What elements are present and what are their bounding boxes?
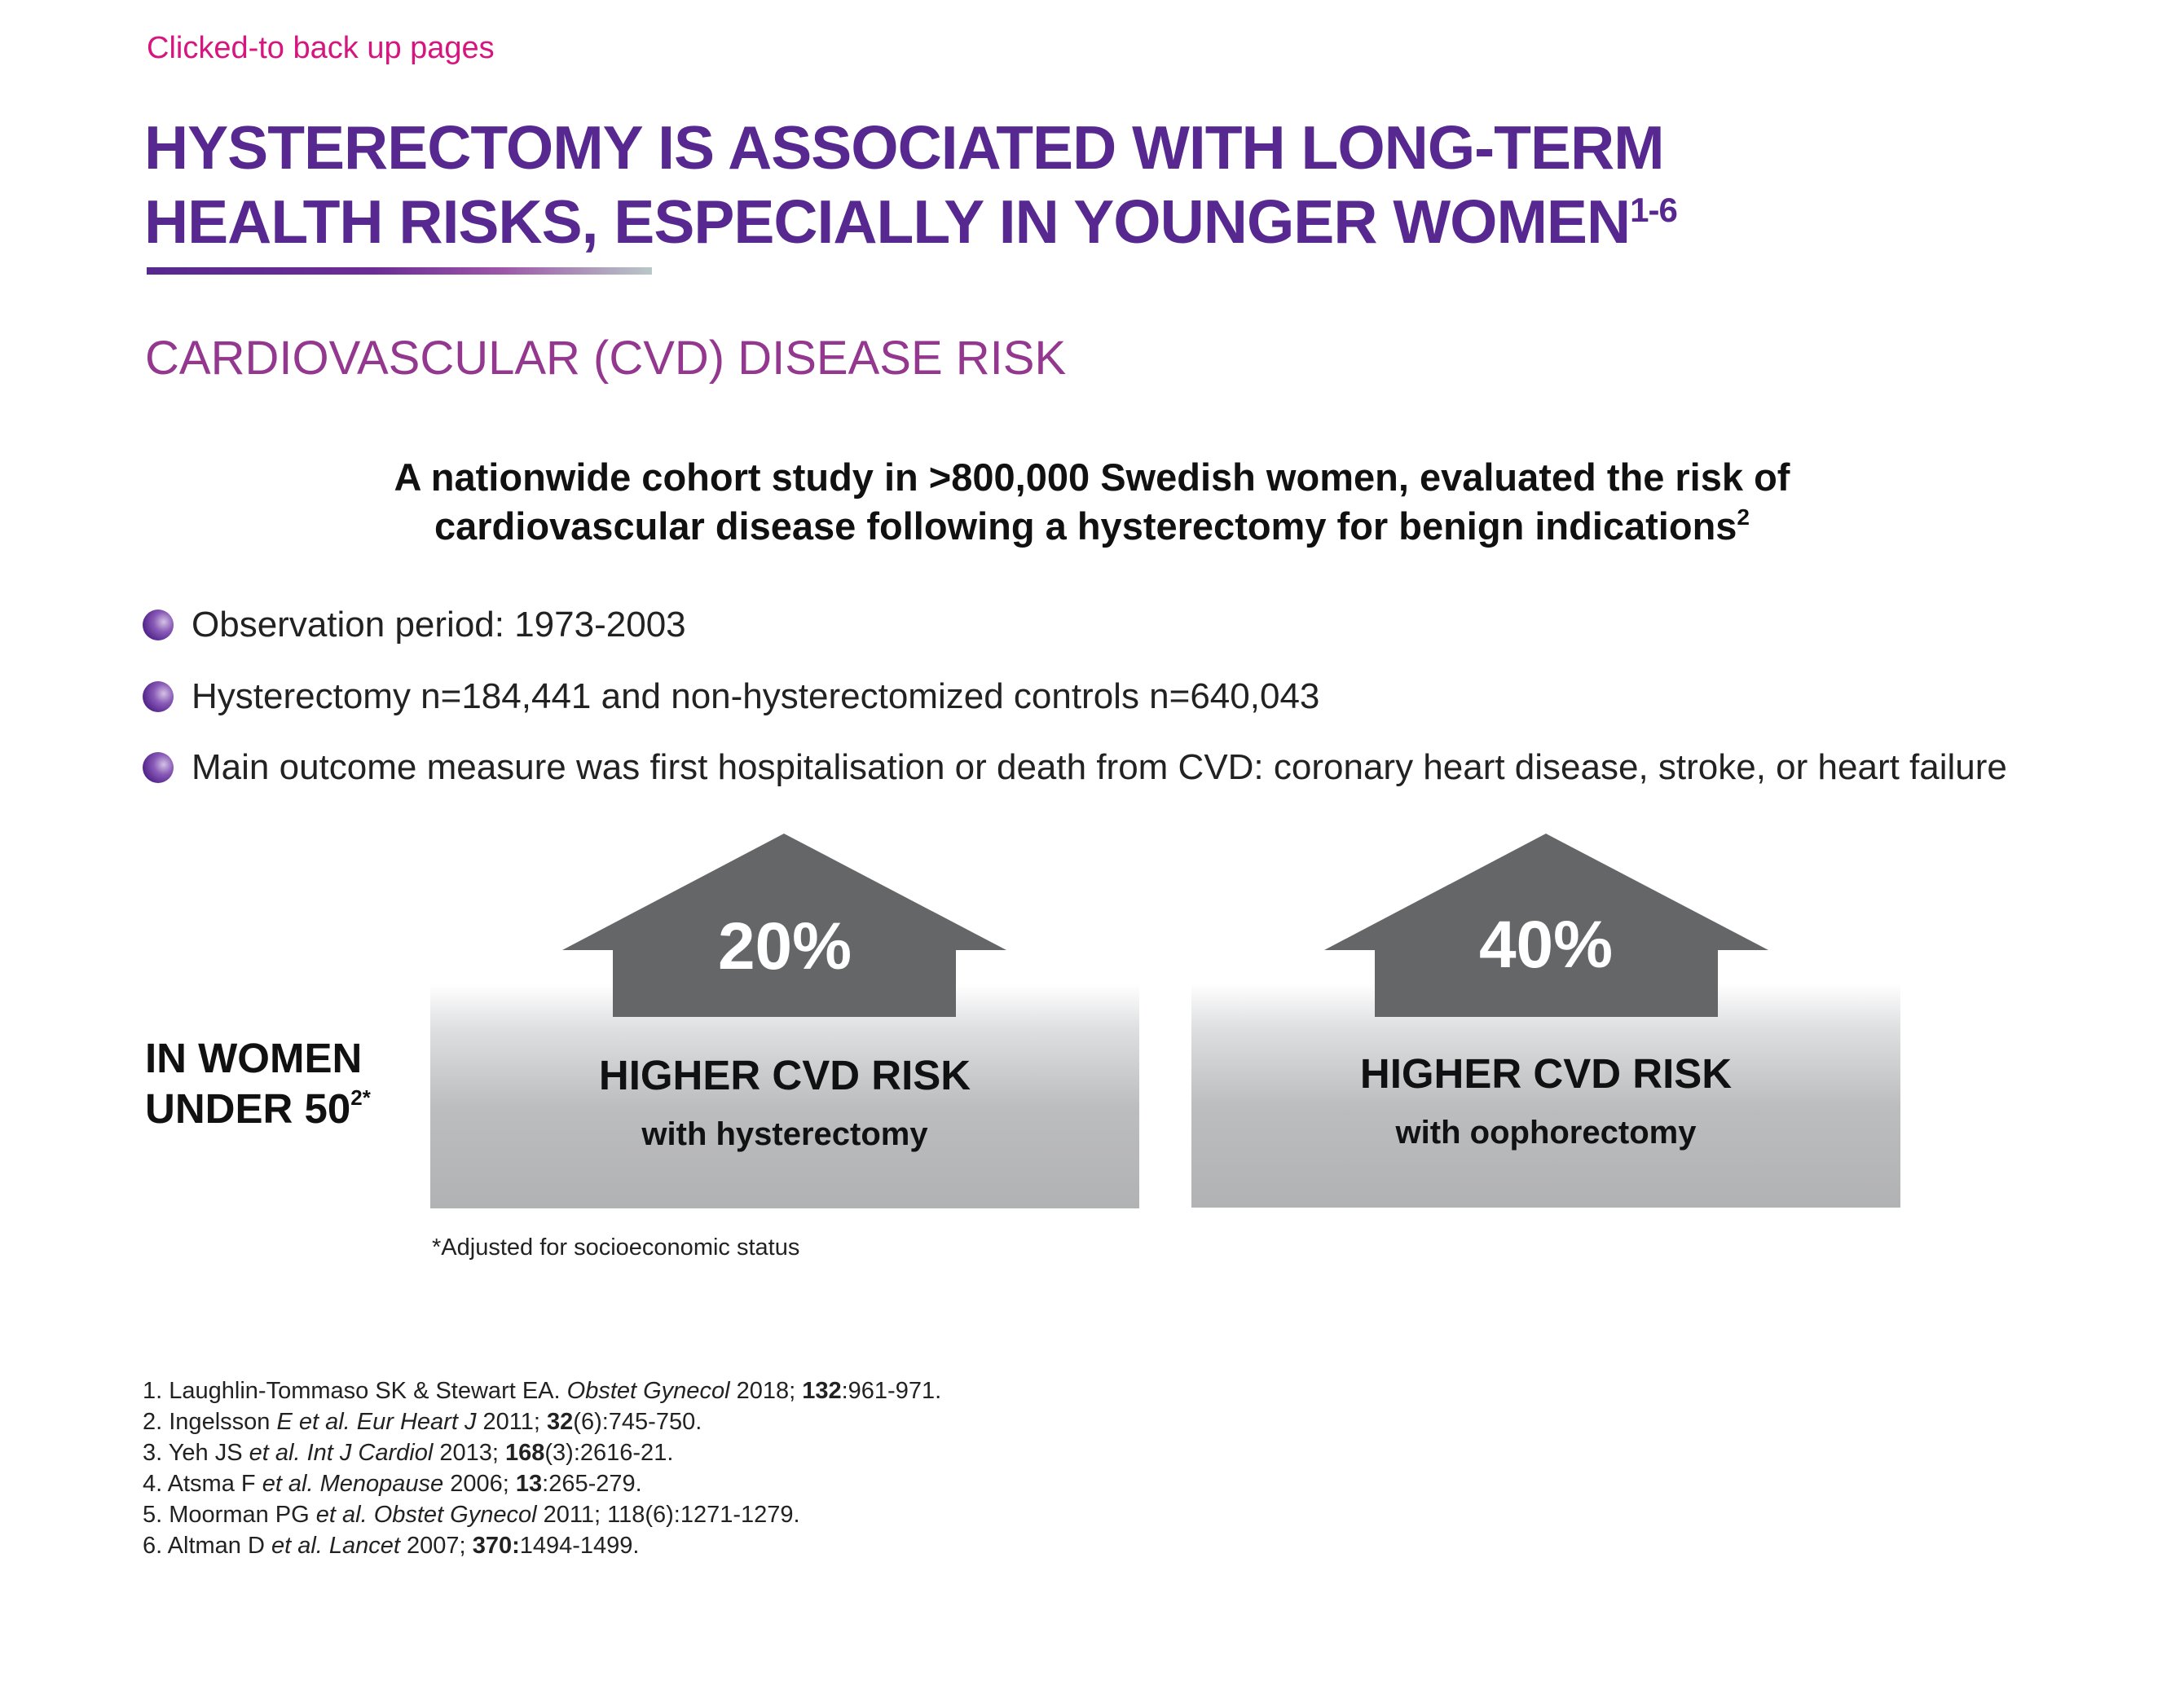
ref-volume: 370: [472,1533,520,1559]
group-label-line-2: UNDER 50 [145,1085,351,1132]
ref-num: 1. [143,1378,163,1404]
ref-year: 2018; [736,1378,796,1404]
ref-journal: et al. Int J Cardiol [249,1440,434,1466]
study-summary [244,453,1940,551]
risk-percent: 20% [717,909,852,984]
ref-authors: Ingelsson [169,1409,271,1435]
bullet-dot-icon [143,681,174,712]
bullet-item [143,605,686,645]
reference-item [143,1499,941,1530]
risk-headline: HIGHER CVD RISK [1359,1050,1733,1097]
reference-item [143,1530,941,1561]
risk-subtitle: with oophorectomy [1395,1115,1697,1151]
population-group-label [145,1033,371,1134]
bullet-text: Hysterectomy n=184,441 and non-hysterectomized controls n=640,043 [192,676,1320,716]
group-label-line-1: IN WOMEN [145,1035,363,1081]
risk-percent: 40% [1478,908,1614,982]
ref-authors: Laughlin-Tommaso SK & Stewart EA. [169,1378,561,1404]
summary-line-2: cardiovascular disease following a hysterectomy for benign indications [434,504,1737,548]
ref-num: 5. [143,1502,163,1528]
ref-journal: et al. Obstet Gynecol [315,1502,537,1528]
group-reference-superscript: 2* [350,1085,371,1110]
ref-authors: Atsma F [167,1471,256,1497]
ref-year: 2006; [450,1471,509,1497]
ref-pages: (6):745-750. [573,1409,702,1435]
bullet-item [143,747,2007,788]
bullet-text: Main outcome measure was first hospitalisation or death from CVD: coronary heart disease, stroke, or heart failure [192,747,2007,787]
ref-authors: Yeh JS [168,1440,249,1466]
title-underline-divider [147,267,652,275]
adjustment-footnote: *Adjusted for socioeconomic status [432,1234,800,1261]
reference-list [143,1375,941,1561]
ref-year: 2011; [482,1409,540,1435]
summary-reference-superscript: 2 [1737,504,1750,530]
section-heading: CARDIOVASCULAR (CVD) DISEASE RISK [145,332,1067,385]
ref-volume: 32 [547,1409,574,1435]
reference-item [143,1406,941,1437]
title-line-2: HEALTH RISKS, ESPECIALLY IN YOUNGER WOMEN [144,187,1631,256]
bullet-dot-icon [143,609,174,640]
ref-authors: Moorman PG [169,1502,310,1528]
reference-item [143,1437,941,1468]
ref-volume: 13 [515,1471,543,1497]
ref-num: 3. [143,1440,163,1466]
ref-journal: E et al. Eur Heart J [276,1409,477,1435]
page-title [144,111,1774,259]
risk-subtitle: with hysterectomy [641,1116,928,1152]
risk-headline: HIGHER CVD RISK [598,1052,971,1098]
title-line-1: HYSTERECTOMY IS ASSOCIATED WITH LONG-TERM [144,113,1664,182]
ref-journal: et al. Menopause [262,1471,444,1497]
bullet-item [143,676,1319,717]
ref-volume: 168 [505,1440,545,1466]
reference-item [143,1468,941,1499]
ref-authors: Altman D [167,1533,265,1559]
ref-volume: 132 [802,1378,842,1404]
ref-pages: 1494-1499. [519,1533,640,1559]
bullet-text: Observation period: 1973-2003 [192,605,686,645]
ref-journal: et al. Lancet [271,1533,400,1559]
ref-year: 2011; 118(6):1271-1279. [543,1502,800,1528]
ref-journal: Obstet Gynecol [566,1378,730,1404]
title-reference-superscript: 1-6 [1630,191,1677,229]
ref-pages: :265-279. [542,1471,642,1497]
ref-pages: :961-971. [841,1378,942,1404]
bullet-dot-icon [143,752,174,783]
ref-num: 2. [143,1409,163,1435]
ref-num: 6. [143,1533,163,1559]
ref-year: 2013; [439,1440,499,1466]
ref-num: 4. [143,1471,163,1497]
reference-item [143,1375,941,1406]
summary-line-1: A nationwide cohort study in >800,000 Swedish women, evaluated the risk of [394,455,1790,499]
ref-pages: (3):2616-21. [544,1440,674,1466]
ref-year: 2007; [407,1533,466,1559]
back-up-pages-link[interactable]: Clicked-to back up pages [147,31,495,65]
